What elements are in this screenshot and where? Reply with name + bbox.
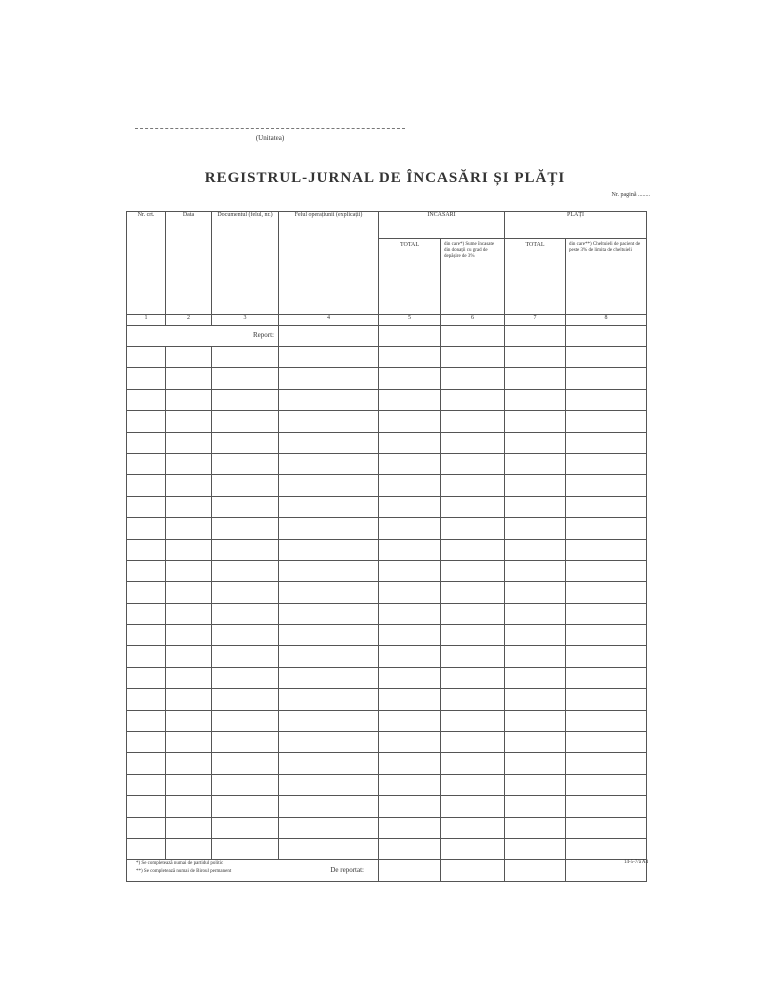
- document-title: REGISTRUL-JURNAL DE ÎNCASĂRI ȘI PLĂȚI: [204, 170, 566, 186]
- table-cell[interactable]: [441, 667, 505, 688]
- table-cell[interactable]: [279, 326, 379, 347]
- table-cell[interactable]: [566, 326, 647, 347]
- table-cell[interactable]: [279, 646, 379, 667]
- table-cell[interactable]: [279, 518, 379, 539]
- table-cell[interactable]: [212, 453, 279, 474]
- table-cell[interactable]: [166, 453, 212, 474]
- table-cell[interactable]: [505, 518, 566, 539]
- table-cell[interactable]: [441, 732, 505, 753]
- table-cell[interactable]: [505, 368, 566, 389]
- unit-name-line: [135, 128, 405, 129]
- table-cell[interactable]: [441, 603, 505, 624]
- table-cell[interactable]: [166, 368, 212, 389]
- table-cell[interactable]: [379, 389, 441, 410]
- table-cell[interactable]: [127, 710, 166, 731]
- table-cell[interactable]: [505, 432, 566, 453]
- payments-total-header: TOTAL: [505, 239, 566, 315]
- table-cell[interactable]: [441, 389, 505, 410]
- receipts-total-header: TOTAL: [379, 239, 441, 315]
- table-cell[interactable]: [166, 817, 212, 838]
- table-cell[interactable]: [566, 368, 647, 389]
- table-cell[interactable]: [212, 368, 279, 389]
- table-cell[interactable]: [379, 518, 441, 539]
- table-cell[interactable]: [166, 774, 212, 795]
- table-cell[interactable]: [441, 432, 505, 453]
- table-cell[interactable]: [279, 603, 379, 624]
- table-cell[interactable]: [505, 560, 566, 581]
- table-cell[interactable]: [212, 518, 279, 539]
- table-row: [127, 774, 647, 795]
- table-cell[interactable]: [127, 667, 166, 688]
- table-cell[interactable]: [566, 560, 647, 581]
- table-cell[interactable]: [166, 689, 212, 710]
- table-cell[interactable]: [379, 710, 441, 731]
- table-row: [127, 603, 647, 624]
- page-number-label: Nr. pagină ........: [611, 192, 650, 198]
- table-cell[interactable]: [166, 796, 212, 817]
- table-cell[interactable]: [212, 625, 279, 646]
- table-cell[interactable]: [379, 539, 441, 560]
- table-cell[interactable]: [379, 838, 441, 859]
- table-cell[interactable]: [566, 411, 647, 432]
- table-cell[interactable]: [566, 432, 647, 453]
- table-cell[interactable]: [279, 796, 379, 817]
- table-cell[interactable]: [127, 582, 166, 603]
- table-cell[interactable]: [279, 838, 379, 859]
- table-cell[interactable]: [505, 732, 566, 753]
- table-cell[interactable]: [166, 475, 212, 496]
- table-cell[interactable]: [505, 753, 566, 774]
- table-cell[interactable]: [279, 389, 379, 410]
- table-cell[interactable]: [212, 732, 279, 753]
- table-cell[interactable]: [505, 496, 566, 517]
- column-number: 5: [379, 315, 441, 326]
- table-cell[interactable]: [441, 774, 505, 795]
- table-cell[interactable]: [505, 389, 566, 410]
- table-cell[interactable]: [166, 389, 212, 410]
- table-row: [127, 667, 647, 688]
- table-row: [127, 432, 647, 453]
- table-cell[interactable]: [441, 625, 505, 646]
- header-document: Documentul (felul, nr.): [212, 212, 279, 315]
- table-cell[interactable]: [212, 347, 279, 368]
- table-cell[interactable]: [279, 774, 379, 795]
- table-cell[interactable]: [441, 347, 505, 368]
- table-cell[interactable]: [505, 625, 566, 646]
- table-cell[interactable]: [166, 732, 212, 753]
- table-cell[interactable]: [566, 603, 647, 624]
- table-row: [127, 539, 647, 560]
- table-cell[interactable]: [441, 689, 505, 710]
- report-row: [127, 326, 647, 347]
- table-row: [127, 732, 647, 753]
- table-cell[interactable]: [212, 689, 279, 710]
- table-cell[interactable]: [279, 496, 379, 517]
- table-cell[interactable]: [441, 796, 505, 817]
- table-cell[interactable]: [166, 710, 212, 731]
- table-cell[interactable]: [279, 539, 379, 560]
- table-cell[interactable]: [566, 496, 647, 517]
- table-cell[interactable]: [566, 582, 647, 603]
- table-row: [127, 838, 647, 859]
- table-cell[interactable]: [279, 411, 379, 432]
- unit-label: (Unitatea): [255, 134, 285, 142]
- table-cell[interactable]: [279, 453, 379, 474]
- table-cell[interactable]: [166, 432, 212, 453]
- table-cell[interactable]: [127, 796, 166, 817]
- table-cell[interactable]: [166, 582, 212, 603]
- table-cell[interactable]: [505, 646, 566, 667]
- table-row: [127, 710, 647, 731]
- report-label: Report:: [127, 326, 279, 347]
- table-cell[interactable]: [379, 753, 441, 774]
- table-cell[interactable]: [279, 753, 379, 774]
- table-cell[interactable]: [379, 347, 441, 368]
- header-receipts: ÎNCASĂRI: [379, 212, 505, 239]
- table-cell[interactable]: [212, 774, 279, 795]
- header-row: [127, 212, 647, 239]
- table-row: [127, 368, 647, 389]
- table-cell[interactable]: [212, 753, 279, 774]
- table-row: [127, 389, 647, 410]
- table-cell[interactable]: [212, 560, 279, 581]
- table-cell[interactable]: [127, 518, 166, 539]
- table-cell[interactable]: [127, 453, 166, 474]
- table-cell[interactable]: [127, 625, 166, 646]
- table-cell[interactable]: [441, 860, 505, 882]
- table-cell[interactable]: [127, 689, 166, 710]
- header-payments: PLĂȚI: [505, 212, 647, 239]
- table-row: [127, 646, 647, 667]
- table-cell[interactable]: [212, 646, 279, 667]
- table-cell[interactable]: [279, 560, 379, 581]
- table-cell[interactable]: [212, 817, 279, 838]
- table-cell[interactable]: [127, 603, 166, 624]
- table-cell[interactable]: [279, 710, 379, 731]
- table-cell[interactable]: [441, 646, 505, 667]
- table-cell[interactable]: [212, 838, 279, 859]
- table-cell[interactable]: [127, 774, 166, 795]
- table-cell[interactable]: [212, 582, 279, 603]
- table-cell[interactable]: [505, 796, 566, 817]
- payments-subheader: din care**) Cheltuieli de pacient de peste 3% de limita de cheltuieli: [566, 239, 647, 315]
- register-table: [126, 211, 647, 882]
- table-row: [127, 817, 647, 838]
- header-nr: Nr. crt.: [127, 212, 166, 315]
- table-cell[interactable]: [166, 646, 212, 667]
- table-cell[interactable]: [379, 774, 441, 795]
- table-cell[interactable]: [566, 753, 647, 774]
- table-cell[interactable]: [441, 453, 505, 474]
- table-cell[interactable]: [279, 582, 379, 603]
- table-cell[interactable]: [379, 625, 441, 646]
- table-cell[interactable]: [127, 475, 166, 496]
- table-cell[interactable]: [441, 817, 505, 838]
- table-cell[interactable]: [379, 603, 441, 624]
- table-cell[interactable]: [379, 796, 441, 817]
- table-cell[interactable]: [166, 496, 212, 517]
- table-cell[interactable]: [127, 817, 166, 838]
- table-cell[interactable]: [379, 496, 441, 517]
- table-cell[interactable]: [166, 347, 212, 368]
- table-cell[interactable]: [166, 667, 212, 688]
- table-cell[interactable]: [379, 475, 441, 496]
- table-cell[interactable]: [127, 838, 166, 859]
- table-cell[interactable]: [566, 646, 647, 667]
- table-cell[interactable]: [566, 838, 647, 859]
- table-cell[interactable]: [566, 774, 647, 795]
- table-cell[interactable]: [279, 347, 379, 368]
- table-cell[interactable]: [166, 411, 212, 432]
- table-cell[interactable]: [505, 453, 566, 474]
- table-cell[interactable]: [441, 710, 505, 731]
- form-code: 14-5-7/a A4: [623, 860, 648, 865]
- table-cell[interactable]: [441, 475, 505, 496]
- table-cell[interactable]: [166, 560, 212, 581]
- table-cell[interactable]: [441, 496, 505, 517]
- table-cell[interactable]: [505, 838, 566, 859]
- table-cell[interactable]: [505, 539, 566, 560]
- column-number: 8: [566, 315, 647, 326]
- table-cell[interactable]: [127, 539, 166, 560]
- table-cell[interactable]: [127, 753, 166, 774]
- table-cell[interactable]: [566, 389, 647, 410]
- table-row: [127, 689, 647, 710]
- table-cell[interactable]: [279, 689, 379, 710]
- table-cell[interactable]: [279, 817, 379, 838]
- table-cell[interactable]: [441, 753, 505, 774]
- carry-forward-label: De reportat:: [127, 860, 379, 882]
- table-cell[interactable]: [212, 475, 279, 496]
- table-cell[interactable]: [566, 710, 647, 731]
- table-row: [127, 496, 647, 517]
- table-cell[interactable]: [212, 667, 279, 688]
- table-cell[interactable]: [127, 496, 166, 517]
- table-row: [127, 475, 647, 496]
- table-cell[interactable]: [566, 625, 647, 646]
- table-cell[interactable]: [212, 603, 279, 624]
- table-cell[interactable]: [279, 667, 379, 688]
- table-cell[interactable]: [279, 368, 379, 389]
- table-cell[interactable]: [505, 667, 566, 688]
- table-cell[interactable]: [379, 582, 441, 603]
- table-cell[interactable]: [505, 347, 566, 368]
- table-cell[interactable]: [505, 475, 566, 496]
- column-number-row: [127, 315, 647, 326]
- table-cell[interactable]: [212, 539, 279, 560]
- table-cell[interactable]: [166, 753, 212, 774]
- table-cell[interactable]: [127, 389, 166, 410]
- table-cell[interactable]: [505, 411, 566, 432]
- table-cell[interactable]: [379, 689, 441, 710]
- table-cell[interactable]: [505, 817, 566, 838]
- header-date: Data: [166, 212, 212, 315]
- table-row: [127, 753, 647, 774]
- table-cell[interactable]: [566, 689, 647, 710]
- table-cell[interactable]: [566, 347, 647, 368]
- table-cell[interactable]: [127, 411, 166, 432]
- table-cell[interactable]: [166, 625, 212, 646]
- table-cell[interactable]: [379, 432, 441, 453]
- table-cell[interactable]: [127, 646, 166, 667]
- table-row: [127, 560, 647, 581]
- table-cell[interactable]: [212, 389, 279, 410]
- table-cell[interactable]: [505, 326, 566, 347]
- table-cell[interactable]: [441, 838, 505, 859]
- table-row: [127, 582, 647, 603]
- table-cell[interactable]: [379, 646, 441, 667]
- table-cell[interactable]: [505, 582, 566, 603]
- table-cell[interactable]: [379, 732, 441, 753]
- table-cell[interactable]: [166, 838, 212, 859]
- table-cell[interactable]: [127, 347, 166, 368]
- table-cell[interactable]: [441, 518, 505, 539]
- table-cell[interactable]: [127, 732, 166, 753]
- column-number: 3: [212, 315, 279, 326]
- table-cell[interactable]: [166, 603, 212, 624]
- table-cell[interactable]: [127, 432, 166, 453]
- table-cell[interactable]: [441, 326, 505, 347]
- table-cell[interactable]: [441, 539, 505, 560]
- table-cell[interactable]: [566, 475, 647, 496]
- table-cell[interactable]: [279, 732, 379, 753]
- table-cell[interactable]: [379, 560, 441, 581]
- table-cell[interactable]: [379, 368, 441, 389]
- table-cell[interactable]: [505, 603, 566, 624]
- table-cell[interactable]: [566, 732, 647, 753]
- table-row: [127, 347, 647, 368]
- table-cell[interactable]: [212, 411, 279, 432]
- table-row: [127, 411, 647, 432]
- column-number: 7: [505, 315, 566, 326]
- column-number: 2: [166, 315, 212, 326]
- table-cell[interactable]: [166, 518, 212, 539]
- footnote-2: **) Se completează numai de Biroul permanent: [136, 869, 232, 874]
- table-cell[interactable]: [441, 411, 505, 432]
- table-cell[interactable]: [505, 710, 566, 731]
- footnotes: [136, 860, 436, 876]
- table-cell[interactable]: [566, 796, 647, 817]
- table-cell[interactable]: [441, 582, 505, 603]
- table-cell[interactable]: [127, 560, 166, 581]
- table-cell[interactable]: [212, 432, 279, 453]
- table-row: [127, 625, 647, 646]
- table-cell[interactable]: [505, 860, 566, 882]
- table-cell[interactable]: [212, 710, 279, 731]
- table-cell[interactable]: [566, 539, 647, 560]
- table-cell[interactable]: [127, 368, 166, 389]
- table-cell[interactable]: [212, 496, 279, 517]
- table-cell[interactable]: [566, 817, 647, 838]
- table-cell[interactable]: [379, 326, 441, 347]
- table-row: [127, 796, 647, 817]
- table-cell[interactable]: [566, 518, 647, 539]
- table-cell[interactable]: [212, 796, 279, 817]
- table-cell[interactable]: [379, 817, 441, 838]
- footnote-1: *) Se completează numai de partidul politic: [136, 861, 224, 866]
- column-number: 1: [127, 315, 166, 326]
- header-explanation: Felul operațiunii (explicații): [279, 212, 379, 315]
- table-cell[interactable]: [279, 432, 379, 453]
- receipts-subheader: din care*) Sume încasate din donații cu grad de depășire de 3%: [441, 239, 505, 315]
- column-number: 6: [441, 315, 505, 326]
- table-cell[interactable]: [566, 667, 647, 688]
- table-row: [127, 518, 647, 539]
- table-cell[interactable]: [441, 560, 505, 581]
- table-cell[interactable]: [379, 411, 441, 432]
- column-number: 4: [279, 315, 379, 326]
- table-row: [127, 453, 647, 474]
- table-cell[interactable]: [566, 453, 647, 474]
- table-cell[interactable]: [441, 368, 505, 389]
- table-cell[interactable]: [379, 667, 441, 688]
- table-cell[interactable]: [505, 689, 566, 710]
- table-cell[interactable]: [505, 774, 566, 795]
- table-cell[interactable]: [166, 539, 212, 560]
- table-cell[interactable]: [279, 625, 379, 646]
- table-cell[interactable]: [379, 453, 441, 474]
- table-cell[interactable]: [279, 475, 379, 496]
